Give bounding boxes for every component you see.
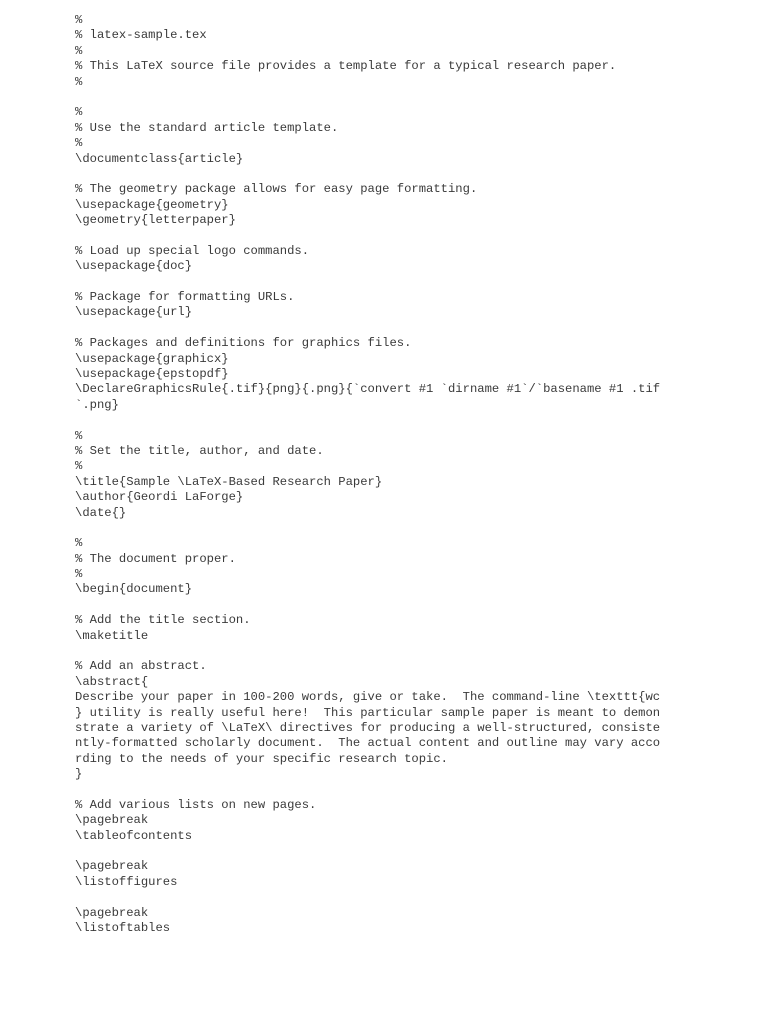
code-line: % Add an abstract. xyxy=(75,659,207,674)
code-line xyxy=(75,413,755,428)
code-line xyxy=(75,598,755,613)
code-line: % xyxy=(75,567,83,582)
code-line: \author{Geordi LaForge} xyxy=(75,490,244,505)
code-line: \usepackage{doc} xyxy=(75,259,193,274)
code-line: \pagebreak xyxy=(75,859,149,874)
code-line: rding to the needs of your specific research topic. xyxy=(75,751,448,766)
code-line: % Load up special logo commands. xyxy=(75,243,310,258)
code-line xyxy=(75,783,755,798)
code-line: % xyxy=(75,536,83,551)
code-line: \pagebreak xyxy=(75,905,149,920)
code-line: % Use the standard article template. xyxy=(75,120,339,135)
code-line: \usepackage{graphicx} xyxy=(75,351,229,366)
code-line: \usepackage{geometry} xyxy=(75,197,229,212)
code-line xyxy=(75,321,755,336)
code-line: % xyxy=(75,105,83,120)
code-line xyxy=(75,228,755,243)
code-line: % Package for formatting URLs. xyxy=(75,290,295,305)
code-line xyxy=(75,844,755,859)
code-line: \pagebreak xyxy=(75,813,149,828)
code-line xyxy=(75,275,755,290)
code-line xyxy=(75,890,755,905)
code-line: } xyxy=(75,767,83,782)
code-line: ntly-formatted scholarly document. The actual content and outline may vary acco xyxy=(75,736,661,751)
code-line: % Add the title section. xyxy=(75,613,251,628)
code-line: `.png} xyxy=(75,397,119,412)
code-line: \usepackage{url} xyxy=(75,305,193,320)
code-line: \date{} xyxy=(75,505,127,520)
code-line: % xyxy=(75,428,83,443)
code-line: \DeclareGraphicsRule{.tif}{png}{.png}{`convert #1 `dirname #1`/`basename #1 .tif xyxy=(75,382,661,397)
code-line: \abstract{ xyxy=(75,674,149,689)
code-line: \geometry{letterpaper} xyxy=(75,213,236,228)
code-line: \maketitle xyxy=(75,628,149,643)
code-line: % This LaTeX source file provides a template for a typical research paper. xyxy=(75,59,617,74)
code-line xyxy=(75,644,755,659)
code-line: strate a variety of \LaTeX\ directives for producing a well-structured, consiste xyxy=(75,720,661,735)
code-line: % xyxy=(75,74,83,89)
code-line: \usepackage{epstopdf} xyxy=(75,366,229,381)
code-line: % latex-sample.tex xyxy=(75,28,207,43)
code-line: } utility is really useful here! This particular sample paper is meant to demon xyxy=(75,705,661,720)
code-line xyxy=(75,90,755,105)
code-line: % Packages and definitions for graphics files. xyxy=(75,336,412,351)
code-line: \listoffigures xyxy=(75,874,178,889)
code-line: \listoftables xyxy=(75,921,171,936)
document-page xyxy=(75,13,755,936)
code-line xyxy=(75,167,755,182)
code-line: \documentclass{article} xyxy=(75,151,244,166)
code-line: % xyxy=(75,136,83,151)
code-line: \tableofcontents xyxy=(75,828,193,843)
code-line: \title{Sample \LaTeX-Based Research Paper} xyxy=(75,474,383,489)
code-line: Describe your paper in 100-200 words, give or take. The command-line \texttt{wc xyxy=(75,690,661,705)
code-line: % xyxy=(75,13,83,27)
code-line: % Set the title, author, and date. xyxy=(75,443,324,458)
code-line: % The geometry package allows for easy page formatting. xyxy=(75,182,478,197)
code-line: % xyxy=(75,459,83,474)
code-line: % xyxy=(75,43,83,58)
code-line xyxy=(75,521,755,536)
code-line: % Add various lists on new pages. xyxy=(75,797,317,812)
code-line: % The document proper. xyxy=(75,551,236,566)
code-line: \begin{document} xyxy=(75,582,193,597)
